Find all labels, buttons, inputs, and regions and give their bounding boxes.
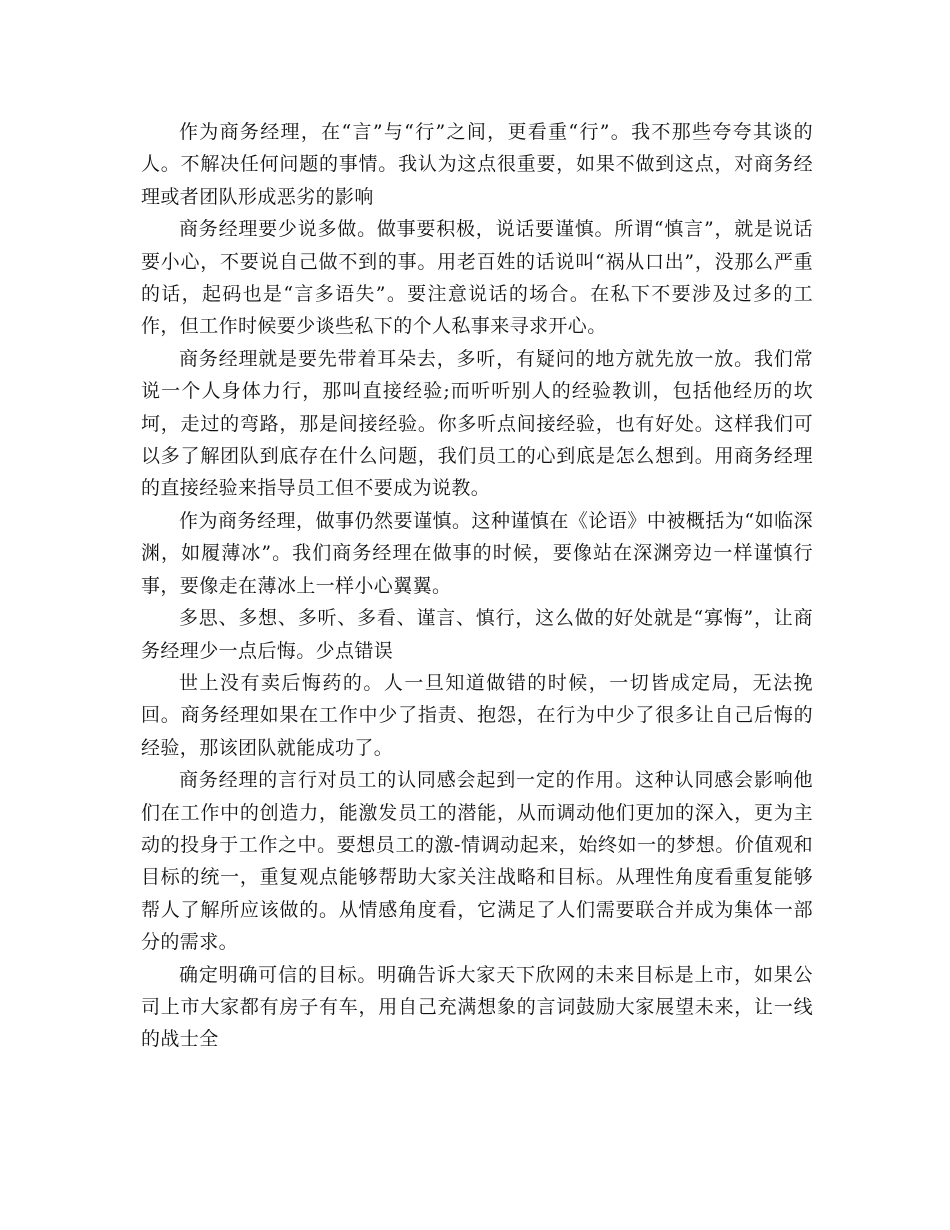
paragraph-5: 多思、多想、多听、多看、谨言、慎行，这么做的好处就是“寡悔”，让商务经理少一点后悔。少点错误	[141, 607, 813, 662]
document-body	[141, 116, 813, 1056]
paragraph-3: 商务经理就是要先带着耳朵去，多听，有疑问的地方就先放一放。我们常说一个人身体力行，那叫直接经验;而听听别人的经验教训，包括他经历的坎坷，走过的弯路，那是间接经验。你多听点间接经验，也有好处。这样我们可以多了解团队到底存在什么问题，我们员工的心到底是怎么想到。用商务经理的直接经验来指导员工但不要成为说教。	[141, 347, 813, 500]
paragraph-6: 世上没有卖后悔药的。人一旦知道做错的时候，一切皆成定局，无法挽回。商务经理如果在工作中少了指责、抱怨，在行为中少了很多让自己后悔的经验，那该团队就能成功了。	[141, 671, 813, 759]
paragraph-1: 作为商务经理，在“言”与“行”之间，更看重“行”。我不那些夸夸其谈的人。不解决任何问题的事情。我认为这点很重要，如果不做到这点，对商务经理或者团队形成恶劣的影响	[141, 121, 813, 208]
paragraph-8: 确定明确可信的目标。明确告诉大家天下欣网的未来目标是上市，如果公司上市大家都有房子有车，用自己充满想象的言词鼓励大家展望未来，让一线的战士全	[141, 963, 813, 1051]
paragraph-2: 商务经理要少说多做。做事要积极，说话要谨慎。所谓“慎言”，就是说话要小心，不要说自己做不到的事。用老百姓的话说叫“祸从口出”，没那么严重的话，起码也是“言多语失”。要注意说话的场合。在私下不要涉及过多的工作，但工作时候要少谈些私下的个人私事来寻求开心。	[141, 218, 813, 338]
paragraph-7: 商务经理的言行对员工的认同感会起到一定的作用。这种认同感会影响他们在工作中的创造力，能激发员工的潜能，从而调动他们更加的深入，更为主动的投身于工作之中。要想员工的激-情调动起来，始终如一的梦想。价值观和目标的统一，重复观点能够帮助大家关注战略和目标。从理性角度看重复能够帮人了解所应该做的。从情感角度看，它满足了人们需要联合并成为集体一部分的需求。	[141, 769, 813, 954]
paragraph-4: 作为商务经理，做事仍然要谨慎。这种谨慎在《论语》中被概括为“如临深渊，如履薄冰”。我们商务经理在做事的时候，要像站在深渊旁边一样谨慎行事，要像走在薄冰上一样小心翼翼。	[141, 509, 813, 597]
